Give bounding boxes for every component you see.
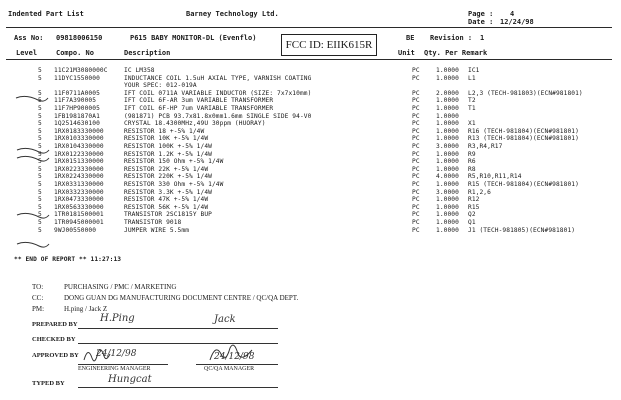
- row-qty: 1.0000: [436, 219, 459, 226]
- row-level: 5: [38, 74, 42, 82]
- row-qty: 1.0000: [436, 67, 459, 74]
- row-remark: IC1: [468, 67, 480, 74]
- table-row: [0, 166, 621, 173]
- row-qty: 1.0000: [436, 211, 459, 219]
- approved-by-label: APPROVED BY: [32, 352, 79, 359]
- table-row: [0, 181, 621, 188]
- row-qty: 2.0000: [436, 89, 459, 97]
- row-description: YOUR SPEC: 012-019A: [124, 82, 197, 90]
- row-description: RESISTOR 220K +-5% 1/4W: [124, 173, 212, 181]
- cc-label: CC:: [32, 294, 44, 302]
- table-row: [0, 151, 621, 158]
- table-row: [0, 90, 621, 97]
- table-row: [0, 120, 621, 127]
- row-qty: 1.0000: [436, 158, 459, 166]
- row-unit: PC: [412, 158, 420, 166]
- row-qty: 1.0000: [436, 203, 459, 211]
- row-unit: PC: [412, 97, 420, 105]
- row-unit: PC: [412, 219, 420, 226]
- row-remark: R8: [468, 165, 476, 173]
- row-remark: Q1: [468, 219, 476, 226]
- revision-value: 1: [480, 34, 485, 42]
- pm-value: H.ping / Jack Z: [64, 305, 108, 313]
- row-compo-no: 1FB1981870A1: [54, 112, 100, 120]
- row-description: RESISTOR 100K +-5% 1/4W: [124, 143, 212, 150]
- row-level: 5: [38, 127, 42, 135]
- engineering-manager-caption: ENGINEERING MANAGER: [78, 366, 151, 372]
- header-rule-bottom: [6, 59, 612, 60]
- row-level: 5: [38, 67, 42, 74]
- row-compo-no: 1RX0331330000: [54, 181, 104, 188]
- ass-no-label: Ass No:: [14, 34, 44, 42]
- table-row: [0, 82, 621, 89]
- row-level: 5: [38, 105, 42, 112]
- row-level: 5: [38, 158, 42, 166]
- table-row: [0, 67, 621, 74]
- row-remark: X1: [468, 120, 476, 128]
- row-compo-no: 1Q2514630100: [54, 120, 100, 128]
- row-unit: PC: [412, 74, 420, 82]
- row-compo-no: 1TR0181500001: [54, 211, 104, 219]
- row-level: 5: [38, 181, 42, 188]
- table-row: [0, 204, 621, 211]
- row-remark: J1 (TECH-981805)(ECN#981801): [468, 226, 576, 234]
- row-level: 5: [38, 226, 42, 234]
- row-description: RESISTOR 47K +-5% 1/4W: [124, 196, 209, 204]
- row-unit: PC: [412, 135, 420, 143]
- table-row: [0, 173, 621, 180]
- cc-value: DONG GUAN DG MANUFACTURING DOCUMENT CENTRE / QC/QA DEPT.: [64, 294, 299, 302]
- row-qty: 1.0000: [436, 120, 459, 128]
- row-compo-no: 1RX0151330000: [54, 158, 104, 166]
- col-header-level: Level: [16, 49, 38, 57]
- table-row: [0, 143, 621, 150]
- checked-by-label: CHECKED BY: [32, 336, 76, 343]
- prepared-signature-1: H.Ping: [100, 313, 135, 324]
- row-remark: L1: [468, 74, 476, 82]
- row-unit: PC: [412, 196, 420, 204]
- table-row: [0, 158, 621, 165]
- approved-eng-sign-line: [78, 364, 168, 365]
- row-remark: R13 (TECH-981804)(ECN#981801): [468, 135, 579, 143]
- row-qty: 1.0000: [436, 105, 459, 112]
- prepared-signature-2: Jack: [214, 314, 236, 325]
- row-qty: 3.0000: [436, 188, 459, 196]
- qa-signature-scribble: [206, 340, 256, 364]
- qa-manager-caption: QC/QA MANAGER: [204, 366, 255, 372]
- page-number: 4: [510, 10, 515, 18]
- table-row: [0, 219, 621, 226]
- row-remark: Q2: [468, 211, 476, 219]
- row-level: 5: [38, 173, 42, 181]
- row-unit: PC: [412, 150, 420, 158]
- row-unit: PC: [412, 89, 420, 97]
- row-level: 5: [38, 211, 42, 219]
- table-row: [0, 75, 621, 82]
- row-description: RESISTOR 330 Ohm +-5% 1/4W: [124, 181, 224, 188]
- row-description: IFT COIL 6F-AR 3um VARIABLE TRANSFORMER: [124, 97, 274, 105]
- row-qty: 1.0000: [436, 74, 459, 82]
- row-compo-no: 11C21M3080000C: [54, 67, 108, 74]
- row-compo-no: 1RX0122330000: [54, 150, 104, 158]
- row-level: 5: [38, 188, 42, 196]
- row-unit: PC: [412, 173, 420, 181]
- table-row: [0, 128, 621, 135]
- row-description: RESISTOR 3.3K +-5% 1/4W: [124, 188, 212, 196]
- page-label: Page :: [468, 10, 494, 18]
- handwritten-marks: [14, 89, 54, 272]
- row-compo-no: 11F0711A0005: [54, 89, 100, 97]
- revision-label: Revision :: [430, 34, 473, 42]
- row-description: INDUCTANCE COIL 1.5uH AXIAL TYPE, VARNISH COATING: [124, 74, 312, 82]
- row-compo-no: 1RX0103330000: [54, 135, 104, 143]
- table-row: [0, 196, 621, 203]
- row-description: TRANSISTOR 9018: [124, 219, 182, 226]
- row-qty: 1.0000: [436, 165, 459, 173]
- fcc-id-stamp: FCC ID: EIIK615R: [281, 34, 377, 56]
- row-description: RESISTOR 10K +-5% 1/4W: [124, 135, 209, 143]
- row-qty: 1.0000: [436, 127, 459, 135]
- row-qty: 1.0000: [436, 181, 459, 188]
- row-compo-no: 11F7A390005: [54, 97, 97, 105]
- table-row: [0, 227, 621, 234]
- table-row: [0, 135, 621, 142]
- row-level: 5: [38, 120, 42, 128]
- row-description: RESISTOR 56K +-5% 1/4W: [124, 203, 209, 211]
- row-compo-no: 1RX0224330000: [54, 173, 104, 181]
- row-compo-no: 11F7HP900005: [54, 105, 100, 112]
- row-level: 5: [38, 97, 42, 105]
- date-value: 12/24/98: [500, 18, 534, 26]
- row-qty: 1.0000: [436, 112, 459, 120]
- row-level: 5: [38, 165, 42, 173]
- row-unit: PC: [412, 67, 420, 74]
- typed-by-label: TYPED BY: [32, 380, 65, 387]
- row-unit: PC: [412, 203, 420, 211]
- end-of-report: ** END OF REPORT ** 11:27:13: [14, 256, 122, 263]
- row-remark: R12: [468, 196, 480, 204]
- row-level: 5: [38, 112, 42, 120]
- row-description: CRYSTAL 18.4300MHz,49U 30ppm (HUORAY): [124, 120, 266, 128]
- row-compo-no: 1RX0332330000: [54, 188, 104, 196]
- eng-signature-scribble: [82, 344, 112, 364]
- row-unit: PC: [412, 127, 420, 135]
- row-level: 5: [38, 89, 42, 97]
- row-description: RESISTOR 18 +-5% 1/4W: [124, 127, 205, 135]
- col-header-qty-remark: Qty. Per Remark: [424, 49, 488, 57]
- row-unit: PC: [412, 226, 420, 234]
- approved-qa-sign-line: [196, 364, 278, 365]
- row-qty: 1.0000: [436, 226, 459, 234]
- ass-no-value: 09818006150: [56, 34, 103, 42]
- company-name: Barney Technology Ltd.: [186, 10, 279, 18]
- row-unit: PC: [412, 120, 420, 128]
- row-compo-no: 1RX0473330000: [54, 196, 104, 204]
- row-remark: R16 (TECH-981804)(ECN#981801): [468, 127, 579, 135]
- row-level: 5: [38, 143, 42, 150]
- date-label: Date :: [468, 18, 494, 26]
- row-remark: R9: [468, 150, 476, 158]
- row-unit: PC: [412, 143, 420, 150]
- row-unit: PC: [412, 181, 420, 188]
- row-remark: R1,2,6: [468, 188, 491, 196]
- to-value: PURCHASING / PMC / MARKETING: [64, 283, 177, 291]
- row-description: IC LM358: [124, 67, 155, 74]
- row-level: 5: [38, 219, 42, 226]
- row-qty: 4.0000: [436, 173, 459, 181]
- row-unit: PC: [412, 165, 420, 173]
- typed-signature: Hungcat: [108, 374, 152, 385]
- prepared-by-label: PREPARED BY: [32, 321, 78, 328]
- row-description: TRANSISTOR 2SC1815Y BUP: [124, 211, 212, 219]
- row-compo-no: 1RX0183330000: [54, 127, 104, 135]
- row-compo-no: 1RX0223330000: [54, 165, 104, 173]
- row-remark: R15: [468, 203, 480, 211]
- row-level: 5: [38, 196, 42, 204]
- row-description: RESISTOR 22K +-5% 1/4W: [124, 165, 209, 173]
- row-unit: PC: [412, 112, 420, 120]
- row-remark: L2,3 (TECH-981803)(ECN#981801): [468, 89, 583, 97]
- header-rule-top: [6, 27, 612, 28]
- row-qty: 1.0000: [436, 196, 459, 204]
- pm-label: PM:: [32, 305, 45, 313]
- document-title: Indented Part List: [8, 10, 84, 18]
- row-unit: PC: [412, 211, 420, 219]
- col-header-unit: Unit: [398, 49, 415, 57]
- row-description: RESISTOR 1.2K +-5% 1/4W: [124, 150, 212, 158]
- row-description: IFT COIL 6F-HP 7um VARIABLE TRANSFORMER: [124, 105, 274, 112]
- approved-qa-date: 24/12/98: [214, 352, 255, 362]
- row-compo-no: 9WJ00550000: [54, 226, 97, 234]
- row-compo-no: 1TR0945000001: [54, 219, 104, 226]
- table-row: [0, 211, 621, 218]
- row-level: 5: [38, 203, 42, 211]
- row-compo-no: 1RX0563330000: [54, 203, 104, 211]
- row-compo-no: 11DYC1550000: [54, 74, 100, 82]
- table-row: [0, 113, 621, 120]
- row-unit: PC: [412, 105, 420, 112]
- table-row: [0, 97, 621, 104]
- row-remark: R3,R4,R17: [468, 143, 503, 150]
- prepared-sign-line: [78, 328, 278, 329]
- col-header-compo: Compo. No: [56, 49, 94, 57]
- row-remark: T2: [468, 97, 476, 105]
- row-description: IFT COIL 0711A VARIABLE INDUCTOR (SIZE: 7x7x10mm): [124, 89, 312, 97]
- row-description: JUMPER WIRE 5.5mm: [124, 226, 190, 234]
- table-row: [0, 189, 621, 196]
- col-header-description: Description: [124, 49, 171, 57]
- row-qty: 1.0000: [436, 97, 459, 105]
- row-unit: PC: [412, 188, 420, 196]
- row-remark: R6: [468, 158, 476, 166]
- row-qty: 3.0000: [436, 143, 459, 150]
- row-level: 5: [38, 150, 42, 158]
- row-description: RESISTOR 150 Ohm +-5% 1/4W: [124, 158, 224, 166]
- approved-eng-date: 24/12/98: [96, 349, 137, 359]
- row-remark: R15 (TECH-981804)(ECN#981801): [468, 181, 579, 188]
- table-row: [0, 105, 621, 112]
- row-remark: R5,R10,R11,R14: [468, 173, 522, 181]
- row-description: (981871) PCB 93.7x81.8x0mm1.6mm SINGLE SIDE 94-V0: [124, 112, 312, 120]
- row-compo-no: 1RX0104330000: [54, 143, 104, 150]
- row-qty: 1.0000: [436, 135, 459, 143]
- to-label: TO:: [32, 283, 44, 291]
- model-description: P615 BABY MONITOR-DL (Evenflo): [130, 34, 257, 42]
- row-level: 5: [38, 135, 42, 143]
- be-label: BE: [406, 34, 415, 42]
- typed-sign-line: [78, 387, 278, 388]
- row-remark: T1: [468, 105, 476, 112]
- row-qty: 1.0000: [436, 150, 459, 158]
